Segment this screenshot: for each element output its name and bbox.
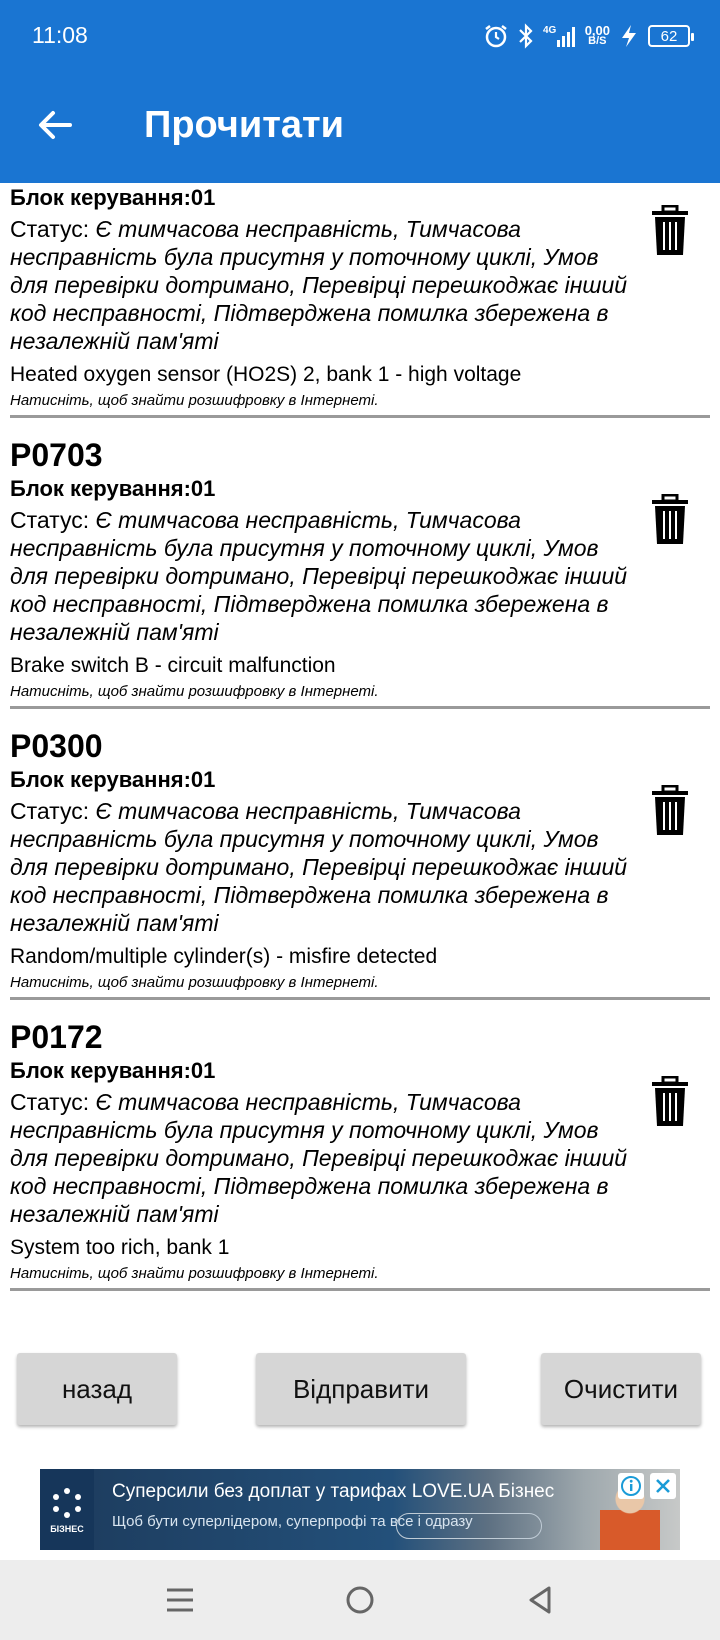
- dtc-description: System too rich, bank 1: [10, 1236, 230, 1259]
- alarm-icon: [483, 23, 509, 49]
- divider: [10, 1288, 710, 1291]
- home-icon[interactable]: [340, 1580, 380, 1620]
- net-speed: [585, 25, 610, 47]
- dtc-item[interactable]: [0, 709, 720, 1000]
- trash-icon[interactable]: [650, 494, 690, 546]
- dtc-description: Random/multiple cylinder(s) - misfire detected: [10, 945, 438, 968]
- status-label: Статус:: [10, 798, 96, 824]
- status-value: Є тимчасова несправність, Тимчасова несправність була присутня у поточному циклі, Умов для перевірки дотримано, Перевірці перешкоджає інший код несправності, Підтверджена помилка збережена в незалежній пам'яті: [10, 216, 628, 354]
- search-hint: Натисніть, щоб знайти розшифровку в Інтернеті.: [10, 683, 379, 700]
- trash-icon[interactable]: [650, 1076, 690, 1128]
- page-title: Прочитати: [144, 104, 344, 146]
- ad-title: Суперсили без доплат у тарифах LOVE.UA Бізнес: [112, 1481, 555, 1502]
- back-button[interactable]: назад: [17, 1353, 177, 1425]
- search-hint: Натисніть, щоб знайти розшифровку в Інтернеті.: [10, 392, 379, 409]
- dtc-code: P0172: [10, 1019, 103, 1055]
- status-icons: [483, 20, 690, 52]
- status-text: [10, 506, 640, 646]
- search-hint: Натисніть, щоб знайти розшифровку в Інтернеті.: [10, 1265, 379, 1282]
- dtc-code: P0300: [10, 728, 103, 764]
- ad-logo: [40, 1469, 94, 1550]
- ad-subtitle: Щоб бути суперлідером, суперпрофі та все і одразу: [112, 1513, 473, 1530]
- trash-icon[interactable]: [650, 205, 690, 257]
- trash-icon[interactable]: [650, 785, 690, 837]
- battery-level: 62: [660, 27, 678, 45]
- dtc-code: P0703: [10, 437, 103, 473]
- battery-icon: [648, 25, 690, 47]
- menu-icon[interactable]: [160, 1580, 200, 1620]
- back-arrow-button[interactable]: [30, 100, 80, 150]
- back-nav-icon[interactable]: [520, 1580, 560, 1620]
- ad-cta-outline: [396, 1513, 542, 1539]
- dtc-item[interactable]: [0, 418, 720, 709]
- ad-close-icon[interactable]: [650, 1473, 676, 1499]
- status-time: 11:08: [32, 22, 88, 48]
- dtc-item[interactable]: [0, 1000, 720, 1291]
- status-label: Статус:: [10, 216, 96, 242]
- charging-icon: [618, 23, 640, 49]
- send-button[interactable]: Відправити: [256, 1353, 466, 1425]
- status-label: Статус:: [10, 507, 96, 533]
- signal-icon: [543, 23, 577, 49]
- search-hint: Натисніть, щоб знайти розшифровку в Інтернеті.: [10, 974, 379, 991]
- control-unit-label: Блок керування:01: [10, 476, 216, 501]
- status-text: [10, 1088, 640, 1228]
- dtc-list: [0, 183, 720, 1291]
- net-speed-unit: B/S: [588, 35, 607, 47]
- status-value: Є тимчасова несправність, Тимчасова несправність була присутня у поточному циклі, Умов для перевірки дотримано, Перевірці перешкоджає інший код несправності, Підтверджена помилка збережена в незалежній пам'яті: [10, 507, 628, 645]
- ad-logo-label: БІЗНЕС: [50, 1523, 84, 1534]
- system-nav-bar: [0, 1560, 720, 1640]
- network-label: 4G: [542, 25, 557, 36]
- ad-info-icon[interactable]: [618, 1473, 644, 1499]
- status-value: Є тимчасова несправність, Тимчасова несправність була присутня у поточному циклі, Умов для перевірки дотримано, Перевірці перешкоджає інший код несправності, Підтверджена помилка збережена в незалежній пам'яті: [10, 1089, 628, 1227]
- status-value: Є тимчасова несправність, Тимчасова несправність була присутня у поточному циклі, Умов для перевірки дотримано, Перевірці перешкоджає інший код несправності, Підтверджена помилка збережена в незалежній пам'яті: [10, 798, 628, 936]
- ad-controls: [618, 1473, 676, 1499]
- status-text: [10, 215, 640, 355]
- control-unit-label: Блок керування:01: [10, 767, 216, 792]
- arrow-left-icon: [37, 110, 73, 140]
- clear-button[interactable]: Очистити: [541, 1353, 701, 1425]
- status-label: Статус:: [10, 1089, 96, 1115]
- brand-star-icon: [50, 1486, 84, 1520]
- control-unit-label: Блок керування:01: [10, 185, 216, 210]
- status-text: [10, 797, 640, 937]
- control-unit-label: Блок керування:01: [10, 1058, 216, 1083]
- ad-banner[interactable]: [40, 1469, 680, 1550]
- bluetooth-icon: [517, 23, 535, 49]
- dtc-description: Heated oxygen sensor (HO2S) 2, bank 1 - high voltage: [10, 363, 522, 386]
- dtc-item[interactable]: [0, 183, 720, 418]
- net-speed-value: 0,00: [584, 23, 610, 38]
- dtc-description: Brake switch B - circuit malfunction: [10, 654, 336, 677]
